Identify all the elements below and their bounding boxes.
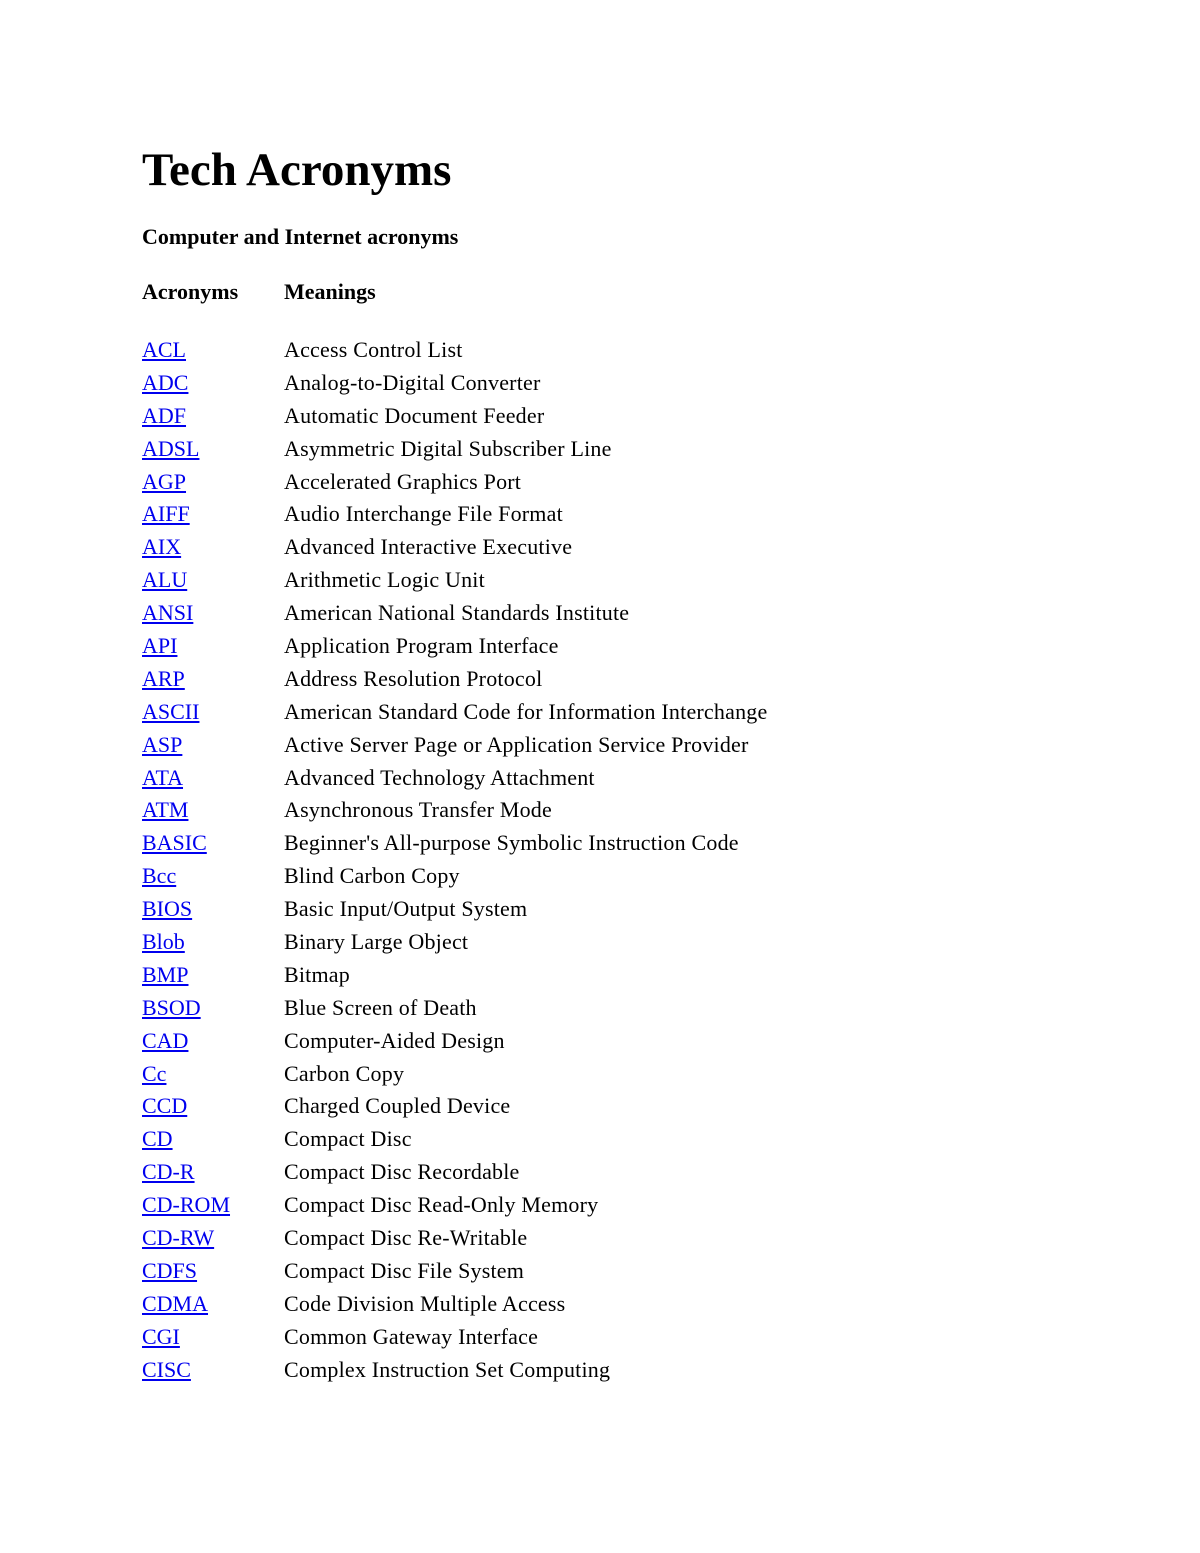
- acronym-link[interactable]: BIOS: [142, 896, 193, 922]
- acronym-row: [142, 1027, 1042, 1060]
- acronym-meaning: Address Resolution Protocol: [284, 665, 543, 691]
- acronym-meaning: Compact Disc: [284, 1126, 412, 1152]
- acronym-row: [142, 500, 1042, 533]
- acronym-link[interactable]: API: [142, 633, 178, 659]
- acronym-row: [142, 1158, 1042, 1191]
- acronym-meaning: Analog-to-Digital Converter: [284, 369, 541, 395]
- acronym-row: [142, 698, 1042, 731]
- acronym-meaning: Carbon Copy: [284, 1060, 405, 1086]
- acronym-link[interactable]: ALU: [142, 567, 188, 593]
- page-subtitle: Computer and Internet acronyms: [142, 224, 459, 249]
- acronym-meaning: American Standard Code for Information Interchange: [284, 698, 768, 724]
- acronym-meaning: Access Control List: [284, 337, 463, 362]
- acronym-link[interactable]: CGI: [142, 1323, 180, 1349]
- acronym-meaning: Binary Large Object: [284, 929, 469, 955]
- acronym-link[interactable]: CAD: [142, 1027, 189, 1053]
- acronym-meaning: Code Division Multiple Access: [284, 1290, 566, 1316]
- acronym-row: [142, 599, 1042, 632]
- acronym-meaning: Advanced Interactive Executive: [284, 534, 573, 560]
- acronym-link[interactable]: BSOD: [142, 994, 201, 1020]
- acronym-row: [142, 1323, 1042, 1356]
- acronym-row: [142, 566, 1042, 599]
- acronym-row: [142, 1257, 1042, 1290]
- column-headers: [142, 279, 1042, 305]
- acronym-meaning: Asymmetric Digital Subscriber Line: [284, 435, 612, 461]
- acronym-meaning: Compact Disc Read-Only Memory: [284, 1192, 599, 1218]
- acronym-link[interactable]: ATM: [142, 797, 189, 823]
- acronym-meaning: Advanced Technology Attachment: [284, 764, 595, 790]
- acronym-row: [142, 435, 1042, 468]
- acronym-row: [142, 369, 1042, 402]
- acronym-meaning: Bitmap: [284, 961, 350, 987]
- acronym-row: [142, 1092, 1042, 1125]
- acronym-link[interactable]: ADSL: [142, 435, 200, 461]
- acronym-row: [142, 862, 1042, 895]
- acronym-meaning: Beginner's All-purpose Symbolic Instruction Code: [284, 830, 739, 856]
- acronym-link[interactable]: ASCII: [142, 698, 200, 724]
- acronym-meaning: Computer-Aided Design: [284, 1027, 505, 1053]
- acronym-link[interactable]: BASIC: [142, 830, 207, 856]
- acronym-meaning: American National Standards Institute: [284, 600, 630, 626]
- acronym-meaning: Compact Disc File System: [284, 1257, 525, 1283]
- acronym-meaning: Audio Interchange File Format: [284, 501, 563, 527]
- acronym-meaning: Charged Coupled Device: [284, 1093, 511, 1119]
- acronym-row: [142, 632, 1042, 665]
- acronym-meaning: Compact Disc Re-Writable: [284, 1225, 528, 1251]
- acronym-meaning: Blue Screen of Death: [284, 994, 477, 1020]
- acronym-link[interactable]: CD-ROM: [142, 1192, 231, 1218]
- acronym-row: [142, 533, 1042, 566]
- acronym-meaning: Common Gateway Interface: [284, 1323, 539, 1349]
- acronym-meaning: Accelerated Graphics Port: [284, 468, 522, 494]
- acronym-row: [142, 961, 1042, 994]
- acronym-link[interactable]: CD-RW: [142, 1225, 215, 1251]
- acronym-row: [142, 402, 1042, 435]
- acronym-meaning: Active Server Page or Application Service Provider: [284, 731, 749, 757]
- acronym-row: [142, 829, 1042, 862]
- acronym-link[interactable]: ASP: [142, 731, 183, 757]
- acronym-link[interactable]: BMP: [142, 961, 189, 987]
- page-title: Tech Acronyms: [142, 144, 452, 196]
- acronym-link[interactable]: ANSI: [142, 600, 194, 626]
- acronym-list: [142, 336, 1042, 1389]
- acronym-link[interactable]: CD: [142, 1126, 173, 1152]
- acronym-meaning: Asynchronous Transfer Mode: [284, 797, 552, 823]
- acronym-row: [142, 1290, 1042, 1323]
- acronym-meaning: Complex Instruction Set Computing: [284, 1356, 611, 1382]
- acronym-link[interactable]: CCD: [142, 1093, 188, 1119]
- acronym-row: [142, 764, 1042, 797]
- acronym-row: [142, 895, 1042, 928]
- acronym-link[interactable]: AIFF: [142, 501, 190, 527]
- acronym-link[interactable]: AIX: [142, 534, 182, 560]
- meanings-column-header: Meanings: [284, 279, 376, 304]
- acronym-link[interactable]: CD-R: [142, 1159, 195, 1185]
- acronym-link[interactable]: ADC: [142, 369, 189, 395]
- acronym-meaning: Compact Disc Recordable: [284, 1159, 520, 1185]
- acronym-row: [142, 468, 1042, 501]
- acronym-link[interactable]: Blob: [142, 929, 185, 955]
- acronym-row: [142, 1060, 1042, 1093]
- acronym-row: [142, 1224, 1042, 1257]
- acronym-row: [142, 336, 1042, 369]
- acronym-row: [142, 731, 1042, 764]
- acronym-link[interactable]: CDMA: [142, 1290, 209, 1316]
- acronym-row: [142, 796, 1042, 829]
- acronym-link[interactable]: ARP: [142, 665, 185, 691]
- acronym-meaning: Basic Input/Output System: [284, 896, 528, 922]
- acronym-link[interactable]: ACL: [142, 337, 186, 362]
- acronym-link[interactable]: ATA: [142, 764, 184, 790]
- acronym-row: [142, 665, 1042, 698]
- acronym-meaning: Arithmetic Logic Unit: [284, 567, 485, 593]
- acronyms-column-header: Acronyms: [142, 279, 239, 304]
- acronym-meaning: Application Program Interface: [284, 633, 559, 659]
- acronym-meaning: Blind Carbon Copy: [284, 863, 460, 889]
- acronym-row: [142, 1191, 1042, 1224]
- acronym-link[interactable]: CISC: [142, 1356, 191, 1382]
- acronym-row: [142, 928, 1042, 961]
- acronym-link[interactable]: AGP: [142, 468, 187, 494]
- acronym-row: [142, 994, 1042, 1027]
- acronym-link[interactable]: ADF: [142, 402, 187, 428]
- acronym-link[interactable]: CDFS: [142, 1257, 198, 1283]
- acronym-row: [142, 1356, 1042, 1389]
- acronym-link[interactable]: Cc: [142, 1060, 167, 1086]
- acronym-link[interactable]: Bcc: [142, 863, 177, 889]
- acronym-row: [142, 1125, 1042, 1158]
- acronym-meaning: Automatic Document Feeder: [284, 402, 545, 428]
